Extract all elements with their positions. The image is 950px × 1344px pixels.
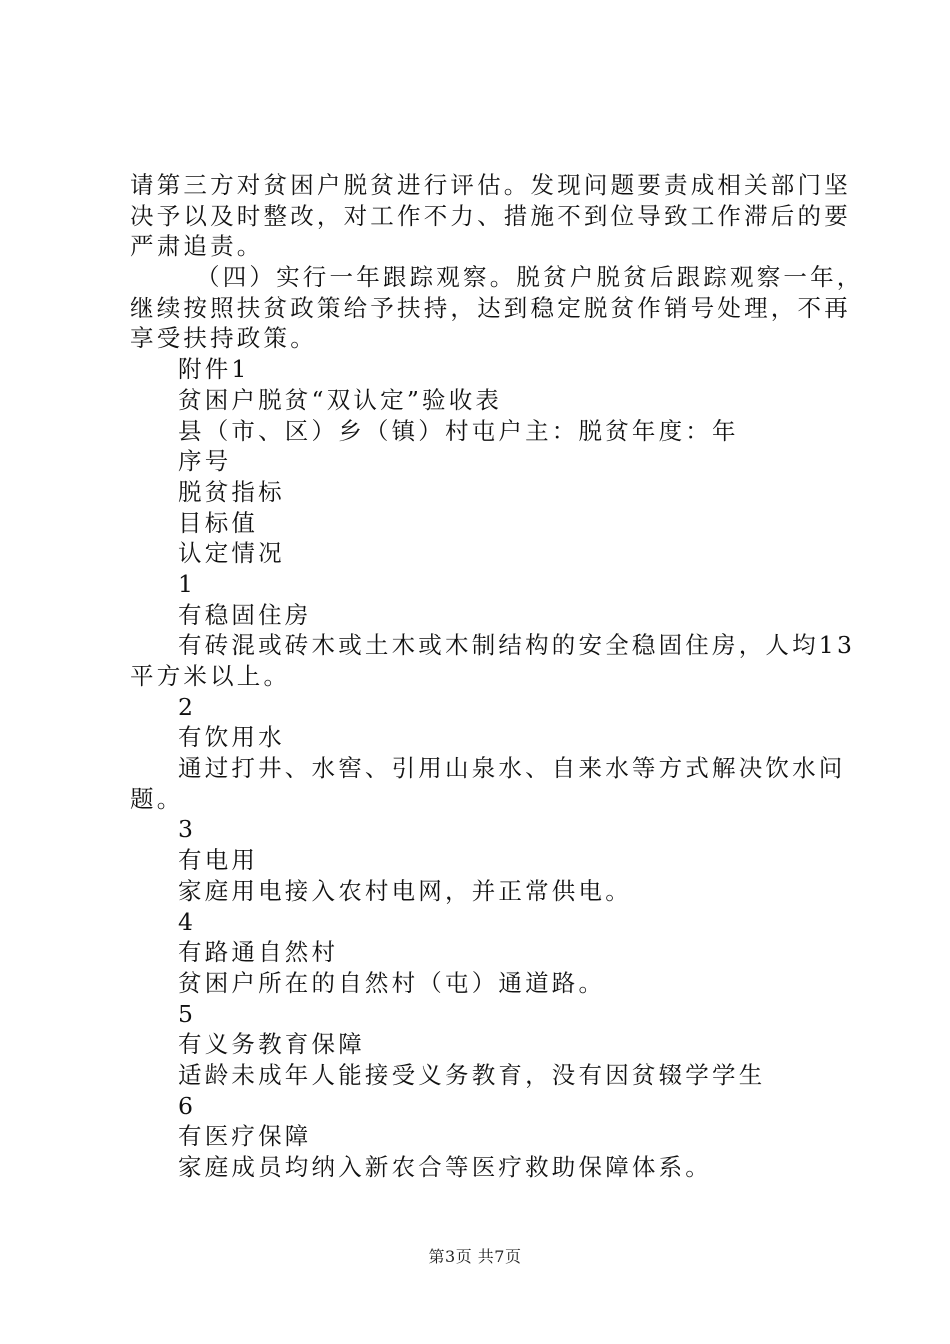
document-body (130, 170, 864, 1183)
column-header: 序号 (178, 447, 232, 476)
paragraph-line: 严肃追责。 (130, 232, 264, 261)
paragraph-line: 享受扶持政策。 (130, 324, 317, 353)
indicator-name: 有路通自然村 (178, 938, 339, 967)
form-header-line: 县（市、区）乡（镇）村屯户主：脱贫年度：年 (178, 416, 739, 445)
indicator-target-continued: 平方米以上。 (130, 662, 291, 690)
indicator-target: 通过打井、水窖、引用山泉水、自来水等方式解决饮水问 (178, 754, 846, 783)
paragraph-line: 决予以及时整改，对工作不力、措施不到位导致工作滞后的要 (130, 201, 851, 230)
paragraph-line: 请第三方对贫困户脱贫进行评估。发现问题要责成相关部门坚 (130, 171, 851, 199)
item-number: 3 (178, 815, 197, 844)
indicator-name: 有稳固住房 (178, 600, 312, 629)
item-number: 5 (178, 999, 197, 1028)
section-heading-line: （四）实行一年跟踪观察。脱贫户脱贫后跟踪观察一年， (196, 263, 864, 292)
indicator-name: 有医疗保障 (178, 1122, 312, 1151)
indicator-target: 有砖混或砖木或土木或木制结构的安全稳固住房，人均13 (178, 631, 856, 660)
page-number-footer: 第3页 共7页 (428, 1247, 522, 1266)
indicator-target: 家庭用电接入农村电网，并正常供电。 (178, 876, 632, 905)
indicator-name: 有饮用水 (178, 723, 285, 752)
item-number: 6 (178, 1091, 197, 1120)
paragraph-line: 继续按照扶贫政策给予扶持，达到稳定脱贫作销号处理，不再 (130, 293, 851, 322)
item-number: 4 (178, 907, 197, 936)
column-header: 脱贫指标 (178, 477, 285, 506)
item-number: 1 (178, 569, 197, 598)
attachment-title: 贫困户脱贫“双认定”验收表 (178, 385, 503, 414)
column-header: 目标值 (178, 508, 259, 537)
indicator-name: 有电用 (178, 846, 259, 875)
indicator-target: 家庭成员均纳入新农合等医疗救助保障体系。 (178, 1153, 712, 1181)
indicator-name: 有义务教育保障 (178, 1030, 365, 1059)
indicator-target: 贫困户所在的自然村（屯）通道路。 (178, 968, 606, 997)
indicator-target: 适龄未成年人能接受义务教育，没有因贫辍学学生 (178, 1060, 766, 1089)
column-header: 认定情况 (178, 539, 285, 568)
indicator-target-continued: 题。 (130, 784, 184, 813)
attachment-label: 附件1 (178, 355, 250, 384)
item-number: 2 (178, 692, 197, 721)
